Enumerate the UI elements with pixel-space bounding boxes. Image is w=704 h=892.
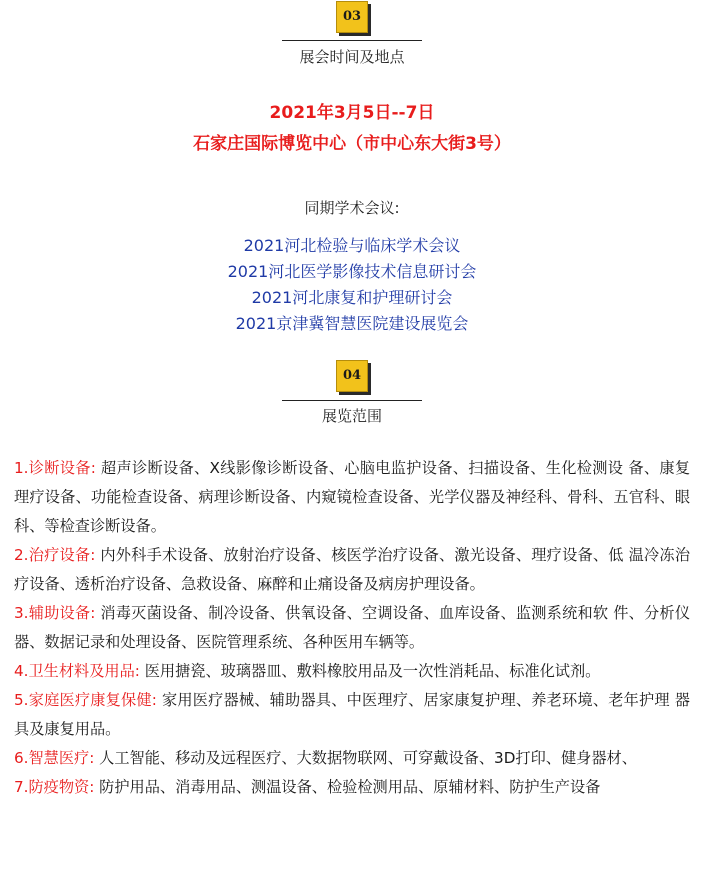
conference-item: 2021京津冀智慧医院建设展览会 [235,314,469,333]
conference-item: 2021河北医学影像技术信息研讨会 [227,262,477,281]
event-venue: 石家庄国际博览中心（市中心东大街3号） [193,134,511,154]
scope-item-text: 防护用品、消毒用品、测温设备、检验检测用品、原辅材料、防护生产设备 [94,778,601,796]
scope-item-label: 3.辅助设备: [14,604,96,622]
section-title: 展览范围 [321,407,382,425]
scope-item-label: 1.诊断设备: [14,459,96,477]
scope-item-text: 医用搪瓷、玻璃器皿、敷料橡胶用品及一次性消耗品、标准化试剂。 [139,662,601,680]
scope-item-label: 2.治疗设备: [14,546,96,564]
scope-item-text: 超声诊断设备、X线影像诊断设备、心脑电监护设备、扫描设备、生化检测设 备、康复理疗设备、功能检查设备、病理诊断设备、内窥镜检查设备、光学仪器及神经科、骨科、五官科、眼科、等检查诊断设备。 [14,459,691,535]
scope-item-label: 4.卫生材料及用品: [14,662,140,680]
scope-item-text: 家用医疗器械、辅助器具、中医理疗、居家康复护理、养老环境、老年护理 器具及康复用品。 [14,691,690,738]
conference-item: 2021河北检验与临床学术会议 [243,236,461,255]
scope-item [14,744,690,773]
section-number-badge: 04 [336,360,368,392]
scope-item-label: 6.智慧医疗: [14,749,95,767]
section-title: 展会时间及地点 [299,48,405,66]
scope-item-text: 人工智能、移动及远程医疗、大数据物联网、可穿戴设备、3D打印、健身器材、 [94,749,637,767]
conference-item: 2021河北康复和护理研讨会 [251,288,453,307]
concurrent-heading: 同期学术会议: [304,199,400,217]
scope-item [14,541,690,599]
scope-item [14,599,690,657]
section-number-badge: 03 [336,1,368,33]
exhibit-scope-list [14,454,690,802]
scope-item [14,454,690,541]
scope-item-text: 内外科手术设备、放射治疗设备、核医学治疗设备、激光设备、理疗设备、低 温冷冻治疗设备、透析治疗设备、急救设备、麻醉和止痛设备及病房护理设备。 [14,546,691,593]
scope-item [14,657,690,686]
scope-item [14,773,690,802]
event-date: 2021年3月5日--7日 [269,103,435,123]
scope-item-text: 消毒灭菌设备、制冷设备、供氧设备、空调设备、血库设备、监测系统和软 件、分析仪器、数据记录和处理设备、医院管理系统、各种医用车辆等。 [14,604,691,651]
scope-item-label: 5.家庭医疗康复保健: [14,691,157,709]
scope-item [14,686,690,744]
scope-item-label: 7.防疫物资: [14,778,95,796]
section-divider [282,400,422,401]
section-divider [282,40,422,41]
